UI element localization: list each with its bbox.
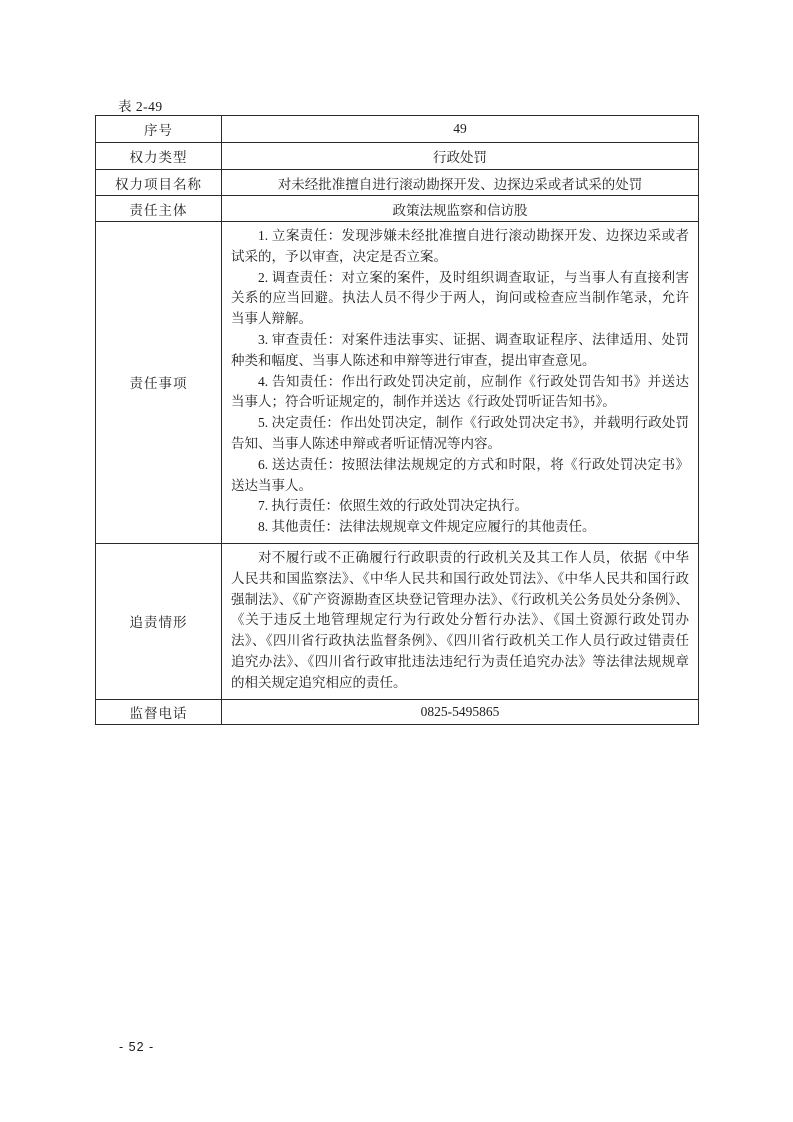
row-label: 权力项目名称 <box>96 170 222 196</box>
duty-item: 7. 执行责任：依照生效的行政处罚决定执行。 <box>258 498 528 514</box>
row-label: 追责情形 <box>96 543 222 699</box>
duty-item: 1. 立案责任：发现涉嫌未经批准擅自进行滚动勘探开发、边探边采或者试采的，予以审查，决定是否立案。 <box>231 228 689 264</box>
row-value: 政策法规监察和信访股 <box>222 196 699 222</box>
duty-item: 4. 告知责任：作出行政处罚决定前，应制作《行政处罚告知书》并送达当事人；符合听证规定的，制作并送达《行政处罚听证告知书》。 <box>231 373 689 410</box>
row-duty-items <box>96 222 699 544</box>
duty-item: 5. 决定责任：作出处罚决定，制作《行政处罚决定书》，并载明行政处罚告知、当事人陈述申辩或者听证情况等内容。 <box>231 415 689 451</box>
row-value: 49 <box>222 116 699 143</box>
row-value: 0825-5495865 <box>222 699 699 724</box>
row-label: 监督电话 <box>96 699 222 724</box>
responsibility-table <box>95 115 699 725</box>
row-serial-number <box>96 116 699 143</box>
duty-items-cell <box>222 222 699 544</box>
row-power-item-name <box>96 170 699 196</box>
row-label: 责任事项 <box>96 222 222 544</box>
duty-item: 8. 其他责任：法律法规规章文件规定应履行的其他责任。 <box>258 519 596 535</box>
page-number: - 52 - <box>119 1040 155 1054</box>
duty-item: 2. 调查责任：对立案的案件，及时组织调查取证，与当事人有直接利害关系的应当回避。执法人员不得少于两人，询问或检查应当制作笔录，允许当事人辩解。 <box>231 269 689 327</box>
row-power-type <box>96 143 699 170</box>
accountability-text: 对不履行或不正确履行行政职责的行政机关及其工作人员，依据《中华人民共和国监察法》、《中华人民共和国行政处罚法》、《中华人民共和国行政强制法》、《矿产资源勘查区块登记管理办法》、《行政机关公务员处分条例》、《关于违反土地管理规定行为行政处分暂行办法》、《国土资源行政处罚办法》、《四川省行政执法监督条例》、《四川省行政机关工作人员行政过错责任追究办法》、《四川省行政审批违法违纪行为责任追究办法》等法律法规规章的相关规定追究相应的责任。 <box>231 549 689 690</box>
table-caption: 表 2-49 <box>118 99 163 114</box>
row-value: 对未经批准擅自进行滚动勘探开发、边探边采或者试采的处罚 <box>222 170 699 196</box>
row-value: 行政处罚 <box>222 143 699 170</box>
duty-item: 6. 送达责任：按照法律法规规定的方式和时限，将《行政处罚决定书》送达当事人。 <box>231 456 689 493</box>
row-supervision-phone <box>96 699 699 724</box>
row-responsible-entity <box>96 196 699 222</box>
row-label: 责任主体 <box>96 196 222 222</box>
row-accountability <box>96 543 699 699</box>
accountability-cell <box>222 543 699 699</box>
row-label: 权力类型 <box>96 143 222 170</box>
duty-item: 3. 审查责任：对案件违法事实、证据、调查取证程序、法律适用、处罚种类和幅度、当事人陈述和申辩等进行审查，提出审查意见。 <box>231 331 689 368</box>
row-label: 序号 <box>96 116 222 143</box>
